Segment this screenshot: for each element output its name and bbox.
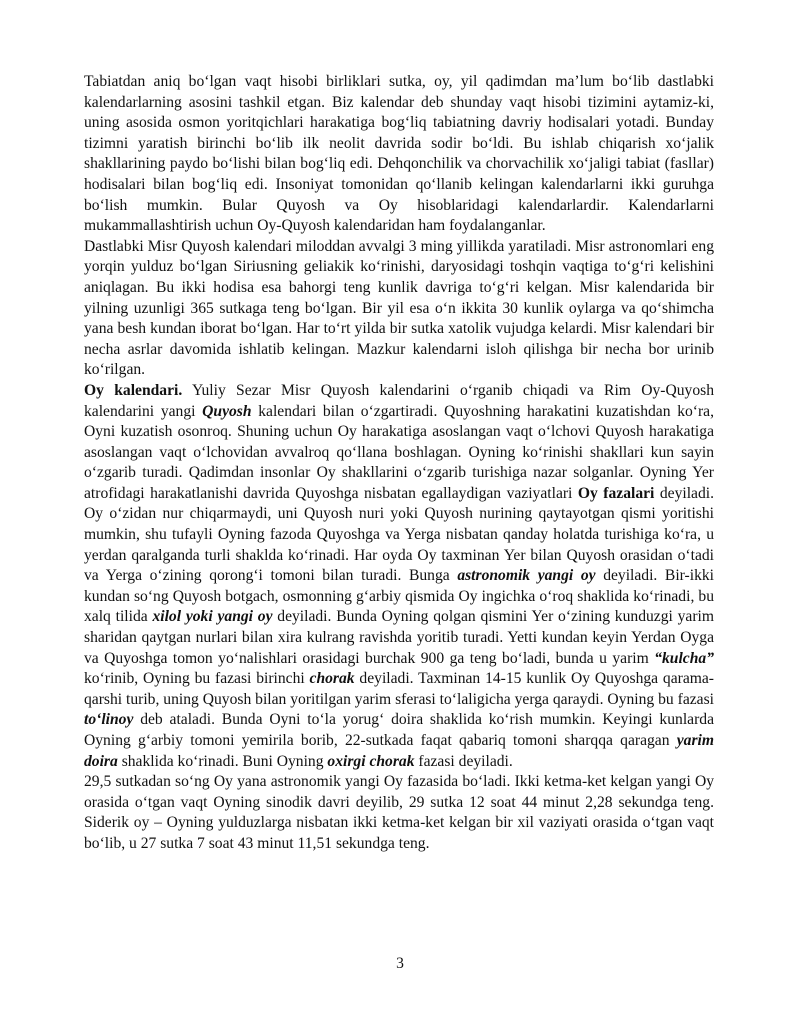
text-run: deyiladi. Bunda Oyning qolgan qismini Yer o‘zining kunduzgi yarim sharidan qaytgan nurlari bilan xira kulrang ravishda yoritib turadi. Yetti kundan keyin Yerdan Oyga va Quyoshga tomon yo‘nalishlari orasidagi burchak 900 ga teng bo‘ladi, bunda u yarim — [84, 608, 714, 667]
term-tolinoy: to‘linoy — [84, 711, 134, 729]
text-run: Yuliy Sezar Misr Quyosh kalendarini o‘rganib chiqadi va Rim Oy-Quyosh kalendarini yangi — [84, 381, 714, 420]
term-oxirgi-chorak: oxirgi chorak — [327, 752, 415, 770]
paragraph-moon-calendar — [84, 381, 714, 772]
term-astronomik-yangi-oy: astronomik yangi oy — [457, 567, 596, 585]
paragraph-calendar-intro: Tabiatdan aniq bo‘lgan vaqt hisobi birliklari sutka, oy, yil qadimdan ma’lum bo‘lib dastlabki kalendarlarning asosini tashkil etgan. Biz kalendar deb shunday vaqt hisobi tizimini aytamiz-ki, uning asosida osmon yoritqichlari harakatiga bog‘liq tabiatning davriy hodisalari yotadi. Bunday tizimni yaratish birinchi bo‘lib ilk neolit davrida sodir bo‘ldi. Bu ishlab chiqarish xo‘jalik shakllarining paydo bo‘lishi bilan bog‘liq edi. Dehqonchilik va chorvachilik xo‘jaligi tabiat (fasllar) hodisalari bilan bog‘liq edi. Insoniyat tomonidan qo‘llanib kelingan kalendarlarni ikki guruhga bo‘lish mumkin. Bular Quyosh va Oy hisoblaridagi kalendarlardir. Kalendarlarni mukammallashtirish uchun Oy-Quyosh kalendaridan ham foydalanganlar. — [84, 73, 714, 235]
text-run: shaklida ko‘rinadi. Buni Oyning — [117, 752, 328, 770]
text-run: deb ataladi. Bunda Oyni to‘la yorug‘ doira shaklida ko‘rish mumkin. Keyingi kunlarda Oyning g‘arbiy tomoni yemirila borib, 22-sutkada faqat qabariq tomoni sharqqa qaragan — [84, 711, 714, 749]
paragraph-egypt-calendar: Dastlabki Misr Quyosh kalendari miloddan avvalgi 3 ming yillikda yaratiladi. Misr astronomlari eng yorqin yulduz bo‘lgan Siriusning geliakik ko‘rinishi, daryosidagi toshqin vaqtiga to‘g‘ri kelishini aniqlagan. Bu ikki hodisa esa bahorgi teng kunlik davriga to‘g‘ri kelgan. Misr kalendarida bir yilning uzunligi 365 sutkaga teng bo‘lgan. Bir yil esa o‘n ikkita 30 kunlik oylarga va qo‘shimcha yana besh kundan iborat bo‘lgan. Har to‘rt yilda bir sutka xatolik vujudga kelardi. Misr kalendari bir necha asrlar davomida ishlatib kelingan. Mazkur kalendarni isloh qilishga bir necha bor urinib ko‘rilgan. — [84, 237, 714, 379]
section-heading-oy-kalendari: Oy kalendari. — [84, 381, 183, 399]
paragraph-synodic-sidereal: 29,5 sutkadan so‘ng Oy yana astronomik yangi Oy fazasida bo‘ladi. Ikki ketma-ket kelgan yangi Oy orasida o‘tgan vaqt Oyning sinodik davri deyilib, 29 sutka 12 soat 44 minut 2,28 sekundga teng. Siderik oy – Oyning yulduzlarga nisbatan ikki ketma-ket kelgan bir xil vaziyati orasida o‘tgan vaqt bo‘lib, u 27 sutka 7 soat 43 minut 11,51 sekundga teng. — [84, 773, 714, 852]
term-kulcha: “kulcha” — [654, 649, 714, 667]
text-run: fazasi deyiladi. — [414, 752, 513, 770]
term-xilol-yoki-yangi-oy: xilol yoki yangi oy — [152, 608, 273, 626]
text-run: kalendari bilan o‘zgartiradi. Quyoshning harakatini kuzatishdan ko‘ra, Oyni kuzatish osonroq. Shuning uchun Oy harakatiga asoslangan vaqt o‘lchovi Quyosh harakatiga asoslangan vaqt o‘lchovidan avvalroq qo‘llana boshlagan. Oyning ko‘rinishi shakllari kun sayin o‘zgarib turadi. Qadimdan insonlar Oy shakllarini o‘zgarib turishiga nazar solganlar. Oyning Yer atrofidagi harakatlanishi davrida Quyoshga nisbatan egallaydigan vaziyatlari — [84, 402, 714, 502]
term-oy-fazalari: Oy fazalari — [577, 484, 655, 502]
term-yarim-doira: yarim doira — [84, 732, 714, 770]
text-run: deyiladi. Taxminan 14-15 kunlik Oy Quyoshga qarama-qarshi turib, uning Quyosh bilan yoritilgan yarim sferasi to‘laligicha yerga qaraydi. Oyning bu fazasi — [84, 670, 714, 708]
text-run: deyiladi. Oy o‘zidan nur chiqarmaydi, uni Quyosh nuri yoki Quyosh nurining qaytayotgan qismi yoritishi mumkin, shu tufayli Oyning fazoda Quyoshga va Yerga nisbatan qanday holatda turishiga ko‘ra, u yerdan qaralganda turli shaklda ko‘rinadi. Har oyda Oy taxminan Yer bilan Quyosh orasidan o‘tadi va Yerga o‘zining qorong‘i tomoni bilan turadi. Bunga — [84, 484, 714, 585]
document-page — [84, 72, 714, 855]
text-run: ko‘rinib, Oyning bu fazasi birinchi — [84, 670, 310, 688]
text-run: deyiladi. Bir-ikki kundan so‘ng Quyosh botgach, osmonning g‘arbiy qismida Oy ingichka o‘roq shaklida ko‘rinadi, bu xalq tilida — [84, 567, 714, 626]
term-quyosh: Quyosh — [202, 402, 252, 420]
page-number: 3 — [396, 955, 404, 972]
term-chorak: chorak — [309, 670, 355, 688]
